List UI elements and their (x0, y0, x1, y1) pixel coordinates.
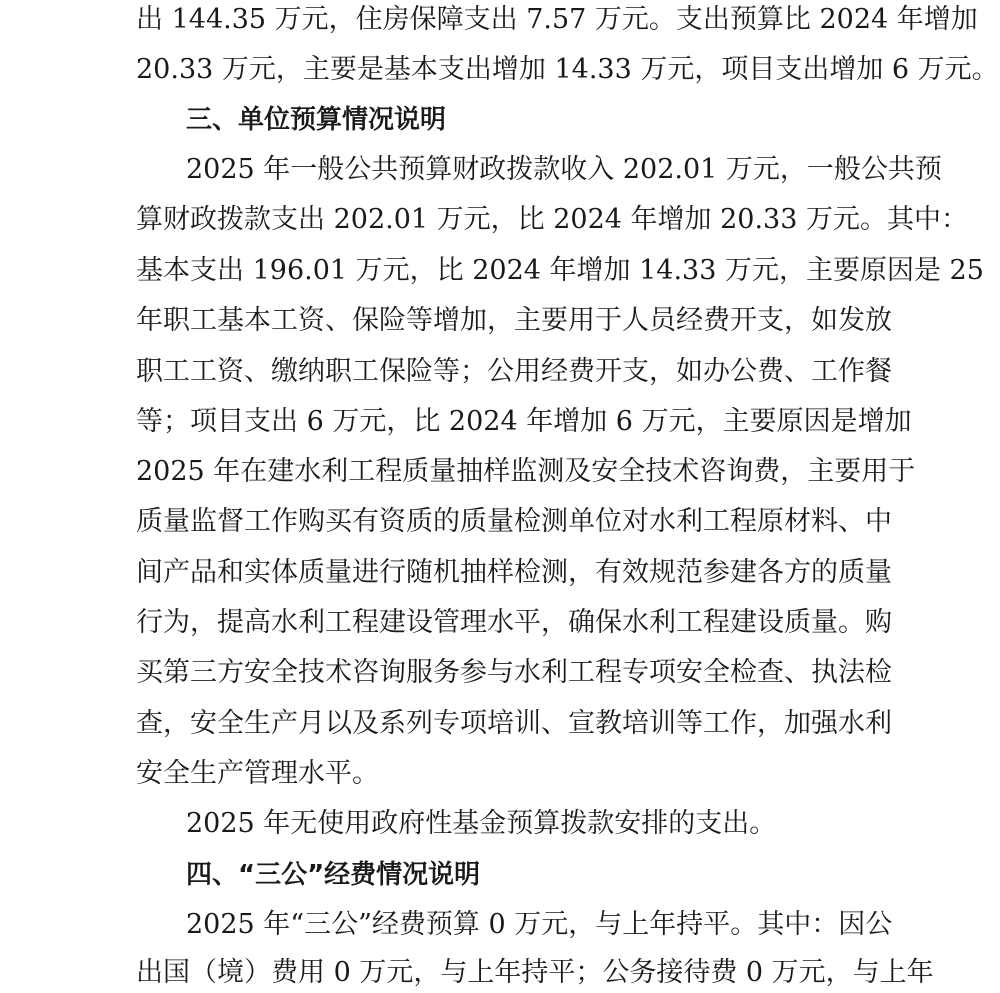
body-text-line: 间产品和实体质量进行随机抽样检测，有效规范参建各方的质量 (136, 557, 892, 588)
paragraph-first-line: 2025 年“三公”经费预算 0 万元，与上年持平。其中：因公 (186, 909, 893, 940)
paragraph-first-line: 2025 年一般公共预算财政拨款收入 202.01 万元，一般公共预 (186, 154, 942, 185)
body-text-line: 质量监督工作购买有资质的质量检测单位对水利工程原材料、中 (136, 506, 892, 537)
body-text-line: 20.33 万元，主要是基本支出增加 14.33 万元，项目支出增加 6 万元。 (136, 54, 999, 85)
body-text-line: 买第三方安全技术咨询服务参与水利工程专项安全检查、执法检 (136, 657, 892, 688)
body-text-line: 查，安全生产月以及系列专项培训、宣教培训等工作，加强水利 (136, 708, 892, 739)
paragraph-first-line: 2025 年无使用政府性基金预算拨款安排的支出。 (186, 808, 777, 839)
body-text-line: 算财政拨款支出 202.01 万元，比 2024 年增加 20.33 万元。其中： (136, 204, 968, 235)
body-text-line: 安全生产管理水平。 (136, 758, 379, 789)
body-text-line: 基本支出 196.01 万元，比 2024 年增加 14.33 万元，主要原因是 25 (136, 255, 984, 286)
body-text-line: 行为，提高水利工程建设管理水平，确保水利工程建设质量。购 (136, 607, 892, 638)
section-heading: 四、“三公”经费情况说明 (186, 860, 481, 890)
body-text-line: 等；项目支出 6 万元，比 2024 年增加 6 万元，主要原因是增加 (136, 406, 912, 437)
body-text-line: 出国（境）费用 0 万元，与上年持平；公务接待费 0 万元，与上年 (136, 957, 934, 988)
body-text-line: 年职工基本工资、保险等增加，主要用于人员经费开支，如发放 (136, 305, 892, 336)
body-text-line: 出 144.35 万元，住房保障支出 7.57 万元。支出预算比 2024 年增加 (136, 4, 978, 35)
body-text-line: 职工工资、缴纳职工保险等；公用经费开支，如办公费、工作餐 (136, 356, 892, 387)
body-text-line: 2025 年在建水利工程质量抽样监测及安全技术咨询费，主要用于 (136, 456, 916, 487)
section-heading: 三、单位预算情况说明 (186, 105, 447, 135)
